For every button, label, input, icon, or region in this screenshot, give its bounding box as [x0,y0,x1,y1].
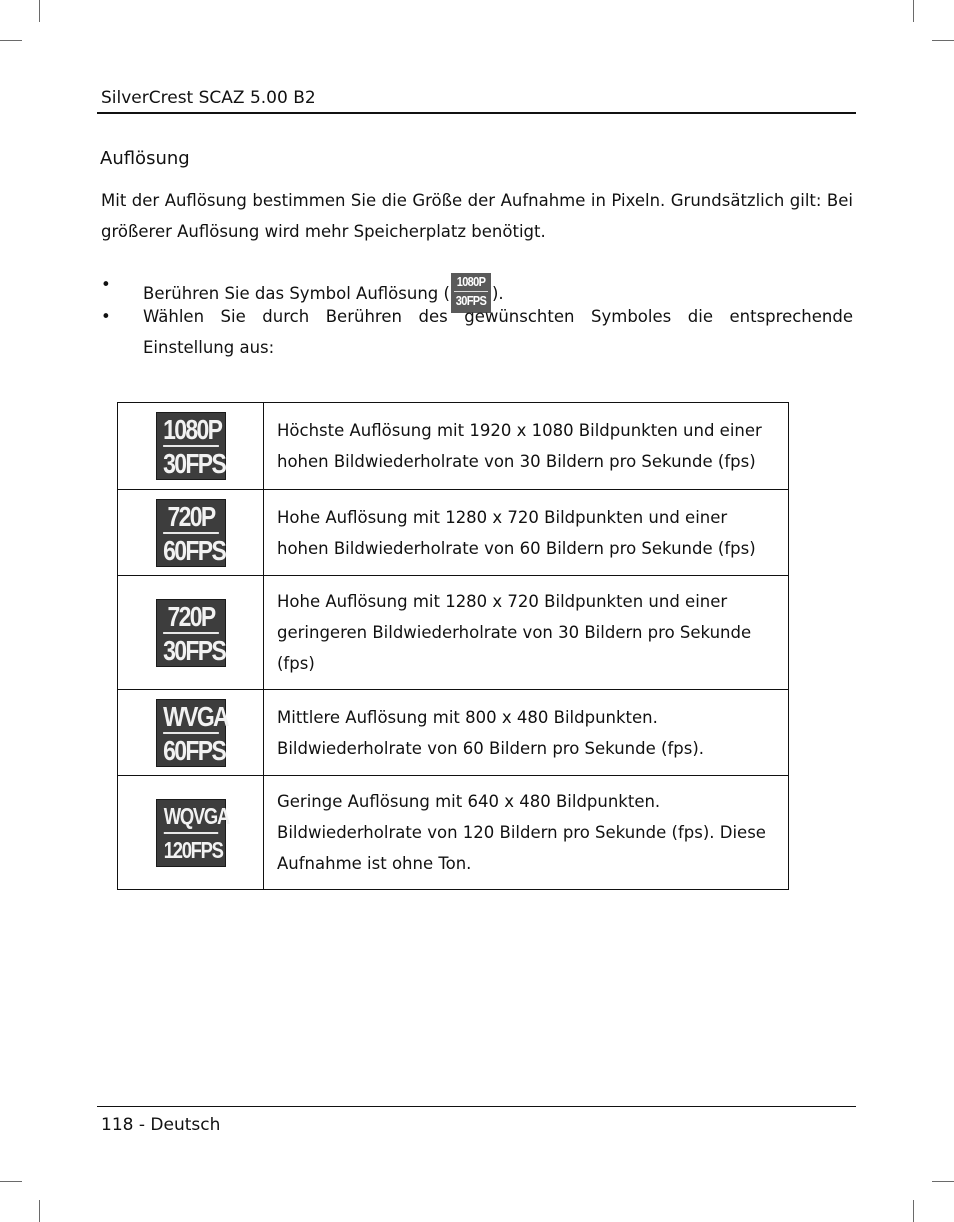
icon-cell [118,776,264,890]
table-row [118,490,789,576]
description-cell: Hohe Auflösung mit 1280 x 720 Bildpunkten und einer hohen Bildwiederholrate von 60 Bildern pro Sekunde (fps) [264,490,789,576]
icon-label-bottom: 30FPS [163,445,219,479]
720p-60fps-icon [156,499,226,567]
intro-paragraph: Mit der Auflösung bestimmen Sie die Größe der Aufnahme in Pixeln. Grundsätzlich gilt: Bei größerer Auflösung wird mehr Speicherplatz benötigt. [101,191,853,241]
crop-mark [39,1200,40,1222]
description-cell: Mittlere Auflösung mit 800 x 480 Bildpunkten. Bildwiederholrate von 60 Bildern pro Sekunde (fps). [264,690,789,776]
icon-label-bottom: 60FPS [163,732,219,766]
crop-mark [0,1181,22,1182]
bullet-marker: • [101,275,111,294]
table-row [118,776,789,890]
bullet-text-before: Berühren Sie das Symbol Auflösung ( [143,284,450,303]
icon-label-top: 1080P [162,414,221,445]
footer-rule [97,1106,856,1107]
resolution-table [117,402,789,890]
icon-label-top: WVGA [162,700,228,732]
bullet-text-after: ). [491,284,504,303]
crop-mark [932,1181,954,1182]
icon-label-top: 720P [166,600,215,632]
description-cell: Hohe Auflösung mit 1280 x 720 Bildpunkten und einer geringeren Bildwiederholrate von 30 Bildern pro Sekunde (fps) [264,576,789,690]
crop-mark [0,40,22,41]
icon-cell [118,403,264,490]
table-row [118,690,789,776]
icon-label-bottom: 30FPS [163,632,219,666]
icon-label-top: 720P [166,500,215,532]
icon-label-top: 1080P [456,274,486,289]
description-cell: Geringe Auflösung mit 640 x 480 Bildpunkten. Bildwiederholrate von 120 Bildern pro Sekunde (fps). Diese Aufnahme ist ohne Ton. [264,776,789,890]
page-header: SilverCrest SCAZ 5.00 B2 [101,88,316,108]
section-title: Auflösung [100,148,190,169]
table-row [118,403,789,490]
icon-cell [118,576,264,690]
1080p-30fps-icon [156,412,226,480]
icon-label-bottom: 120FPS [163,832,217,866]
page-footer: 118 - Deutsch [101,1115,221,1135]
crop-mark [913,1200,914,1222]
icon-cell [118,490,264,576]
icon-label-bottom: 30FPS [455,293,487,308]
icon-cell [118,690,264,776]
description-cell: Höchste Auflösung mit 1920 x 1080 Bildpunkten und einer hohen Bildwiederholrate von 30 Bildern pro Sekunde (fps) [264,403,789,490]
crop-mark [913,0,914,22]
icon-label-top: WQVGA [163,802,229,829]
crop-mark [932,40,954,41]
crop-mark [39,0,40,22]
wvga-60fps-icon [156,699,226,767]
720p-30fps-icon [156,599,226,667]
bullet-item: Wählen Sie durch Berühren des gewünschten Symboles die entsprechende Einstellung aus: [143,307,853,357]
wqvga-120fps-icon [156,799,229,867]
table-row [118,576,789,690]
header-rule [97,112,856,114]
bullet-marker: • [101,307,111,326]
icon-label-bottom: 60FPS [163,532,219,566]
